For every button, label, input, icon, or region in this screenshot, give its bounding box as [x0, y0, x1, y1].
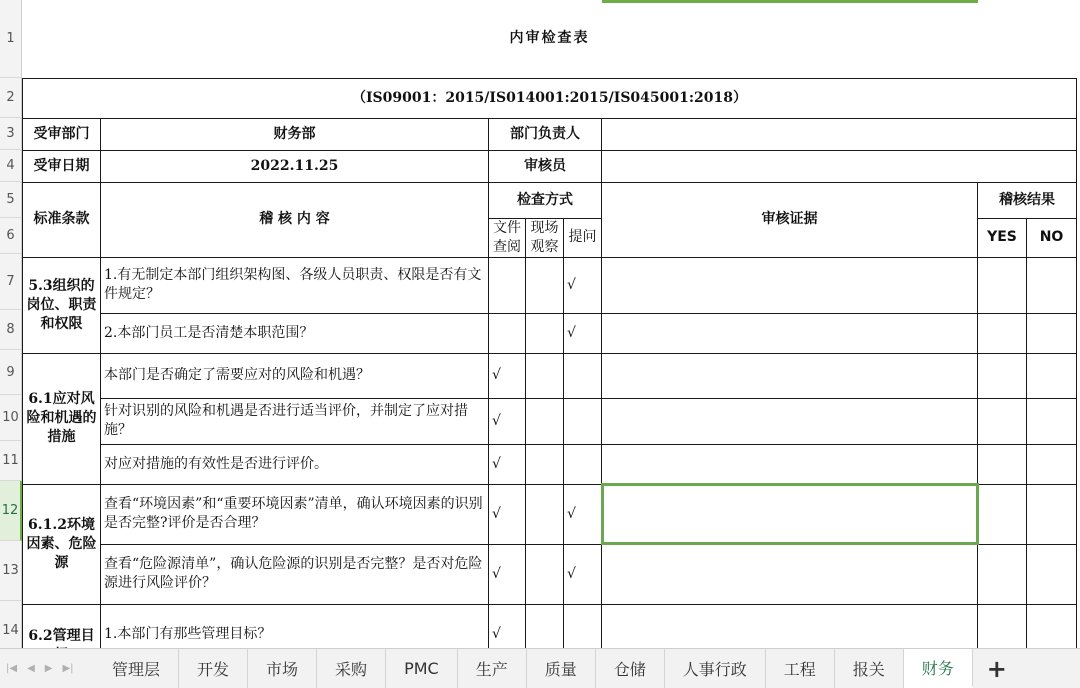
- clause-5-3[interactable]: 5.3组织的岗位、职责和权限: [23, 257, 101, 353]
- method-doc-check[interactable]: √: [489, 353, 526, 398]
- dept-head-label[interactable]: 部门负责人: [489, 118, 602, 150]
- method-doc-cell[interactable]: [489, 313, 526, 353]
- row-header-6[interactable]: 6: [0, 218, 22, 254]
- method-site-cell[interactable]: [526, 398, 564, 444]
- sheet-nav-buttons: [0, 649, 94, 688]
- no-cell[interactable]: [1027, 398, 1077, 444]
- tab-hr-admin[interactable]: 人事行政: [665, 649, 766, 688]
- item-text[interactable]: 本部门是否确定了需要应对的风险和机遇？: [101, 353, 489, 398]
- row-header-5[interactable]: 5: [0, 182, 22, 218]
- tab-finance[interactable]: 财务: [904, 649, 973, 688]
- method-ask-cell[interactable]: [564, 353, 602, 398]
- auditor-value[interactable]: [602, 150, 1077, 182]
- date-value[interactable]: 2022.11.25: [101, 150, 489, 182]
- yes-cell[interactable]: [978, 353, 1027, 398]
- method-ask-check[interactable]: √: [564, 544, 602, 604]
- method-ask-check[interactable]: √: [564, 257, 602, 313]
- yes-cell[interactable]: [978, 544, 1027, 604]
- clause-6-2[interactable]: 6.2管理目: [23, 604, 101, 665]
- yes-cell[interactable]: [978, 257, 1027, 313]
- method-site-cell[interactable]: [526, 484, 564, 544]
- row-header-3[interactable]: 3: [0, 118, 22, 150]
- evidence-header[interactable]: 审核证据: [602, 182, 978, 257]
- row-header-13[interactable]: 13: [0, 541, 22, 601]
- row-header-2[interactable]: 2: [0, 78, 22, 118]
- yes-cell[interactable]: [978, 484, 1027, 544]
- tab-quality[interactable]: 质量: [527, 649, 596, 688]
- item-text[interactable]: 查看“危险源清单”，确认危险源的识别是否完整？是否对危险源进行风险评价？: [101, 544, 489, 604]
- method-doc-check[interactable]: √: [489, 444, 526, 484]
- last-sheet-icon[interactable]: ▶|: [62, 663, 74, 674]
- item-text[interactable]: 针对识别的风险和机遇是否进行适当评价，并制定了应对措施？: [101, 398, 489, 444]
- prev-sheet-icon[interactable]: ◀: [27, 663, 35, 674]
- no-cell[interactable]: [1027, 313, 1077, 353]
- method-doc-cell[interactable]: [489, 257, 526, 313]
- row-header-8[interactable]: 8: [0, 310, 22, 350]
- dept-value[interactable]: 财务部: [101, 118, 489, 150]
- dept-label[interactable]: 受审部门: [23, 118, 101, 150]
- method-header[interactable]: 检查方式: [489, 182, 602, 218]
- method-site-cell[interactable]: [526, 544, 564, 604]
- tab-warehouse[interactable]: 仓储: [596, 649, 665, 688]
- method-site-cell[interactable]: [526, 257, 564, 313]
- date-label[interactable]: 受审日期: [23, 150, 101, 182]
- dept-head-value[interactable]: [602, 118, 1077, 150]
- evidence-cell-selected[interactable]: [602, 484, 978, 544]
- row-header-11[interactable]: 11: [0, 441, 22, 481]
- next-sheet-icon[interactable]: ▶: [44, 663, 53, 674]
- auditor-label[interactable]: 审核员: [489, 150, 602, 182]
- yes-cell[interactable]: [978, 444, 1027, 484]
- row-header-10[interactable]: 10: [0, 395, 22, 441]
- standard-reference[interactable]: （IS09001：2015/IS014001:2015/IS045001:2018）: [23, 78, 1077, 118]
- method-doc-check[interactable]: √: [489, 484, 526, 544]
- tab-marketing[interactable]: 市场: [248, 649, 317, 688]
- evidence-cell[interactable]: [602, 444, 978, 484]
- tab-purchasing[interactable]: 采购: [317, 649, 386, 688]
- no-cell[interactable]: [1027, 257, 1077, 313]
- row-header-14[interactable]: 14: [0, 601, 22, 661]
- method-ask-check[interactable]: √: [564, 484, 602, 544]
- sheet-tab-bar: [0, 648, 1080, 688]
- row-header-1[interactable]: 1: [0, 0, 22, 78]
- item-text[interactable]: 对应对措施的有效性是否进行评价。: [101, 444, 489, 484]
- method-doc-check[interactable]: √: [489, 604, 526, 665]
- clause-header[interactable]: 标准条款: [23, 182, 101, 257]
- row-header-7[interactable]: 7: [0, 254, 22, 310]
- method-doc-header[interactable]: 文件查阅: [489, 218, 526, 257]
- method-ask-cell[interactable]: [564, 444, 602, 484]
- clause-6-1-2[interactable]: 6.1.2环境因素、危险源: [23, 484, 101, 604]
- plus-icon[interactable]: +: [986, 654, 1007, 683]
- no-cell[interactable]: [1027, 353, 1077, 398]
- method-ask-cell[interactable]: [564, 398, 602, 444]
- yes-cell[interactable]: [978, 313, 1027, 353]
- no-header[interactable]: NO: [1027, 218, 1077, 257]
- sheet-title[interactable]: 内审检查表: [23, 0, 1077, 78]
- method-site-cell[interactable]: [526, 313, 564, 353]
- evidence-cell[interactable]: [602, 257, 978, 313]
- row-header-12[interactable]: 12: [0, 481, 22, 541]
- tab-engineering[interactable]: 工程: [766, 649, 835, 688]
- no-cell[interactable]: [1027, 544, 1077, 604]
- item-text[interactable]: 2.本部门员工是否清楚本职范围？: [101, 313, 489, 353]
- method-doc-check[interactable]: √: [489, 398, 526, 444]
- item-text[interactable]: 1.本部门有那些管理目标？: [101, 604, 489, 665]
- item-text[interactable]: 查看“环境因素”和“重要环境因素”清单，确认环境因素的识别是否完整?评价是否合理？: [101, 484, 489, 544]
- no-cell[interactable]: [1027, 484, 1077, 544]
- item-text[interactable]: 1.有无制定本部门组织架构图、各级人员职责、权限是否有文件规定？: [101, 257, 489, 313]
- content-header[interactable]: 稽 核 内 容: [101, 182, 489, 257]
- method-ask-check[interactable]: √: [564, 313, 602, 353]
- evidence-cell[interactable]: [602, 398, 978, 444]
- evidence-cell[interactable]: [602, 313, 978, 353]
- row-header-4[interactable]: 4: [0, 150, 22, 182]
- evidence-cell[interactable]: [602, 544, 978, 604]
- method-site-cell[interactable]: [526, 353, 564, 398]
- row-header-9[interactable]: 9: [0, 350, 22, 395]
- no-cell[interactable]: [1027, 444, 1077, 484]
- method-ask-header[interactable]: 提问: [564, 218, 602, 257]
- tab-development[interactable]: 开发: [179, 649, 248, 688]
- method-site-header[interactable]: 现场观察: [526, 218, 564, 257]
- evidence-cell[interactable]: [602, 353, 978, 398]
- tab-management[interactable]: 管理层: [94, 649, 179, 688]
- result-header[interactable]: 稽核结果: [978, 182, 1077, 218]
- yes-header[interactable]: YES: [978, 218, 1027, 257]
- tab-customs[interactable]: 报关: [835, 649, 904, 688]
- yes-cell[interactable]: [978, 398, 1027, 444]
- tab-pmc[interactable]: PMC: [386, 649, 458, 688]
- method-doc-check[interactable]: √: [489, 544, 526, 604]
- tab-production[interactable]: 生产: [458, 649, 527, 688]
- method-site-cell[interactable]: [526, 444, 564, 484]
- clause-6-1[interactable]: 6.1应对风险和机遇的措施: [23, 353, 101, 484]
- first-sheet-icon[interactable]: |◀: [6, 663, 18, 674]
- audit-checklist-table: [22, 0, 1077, 666]
